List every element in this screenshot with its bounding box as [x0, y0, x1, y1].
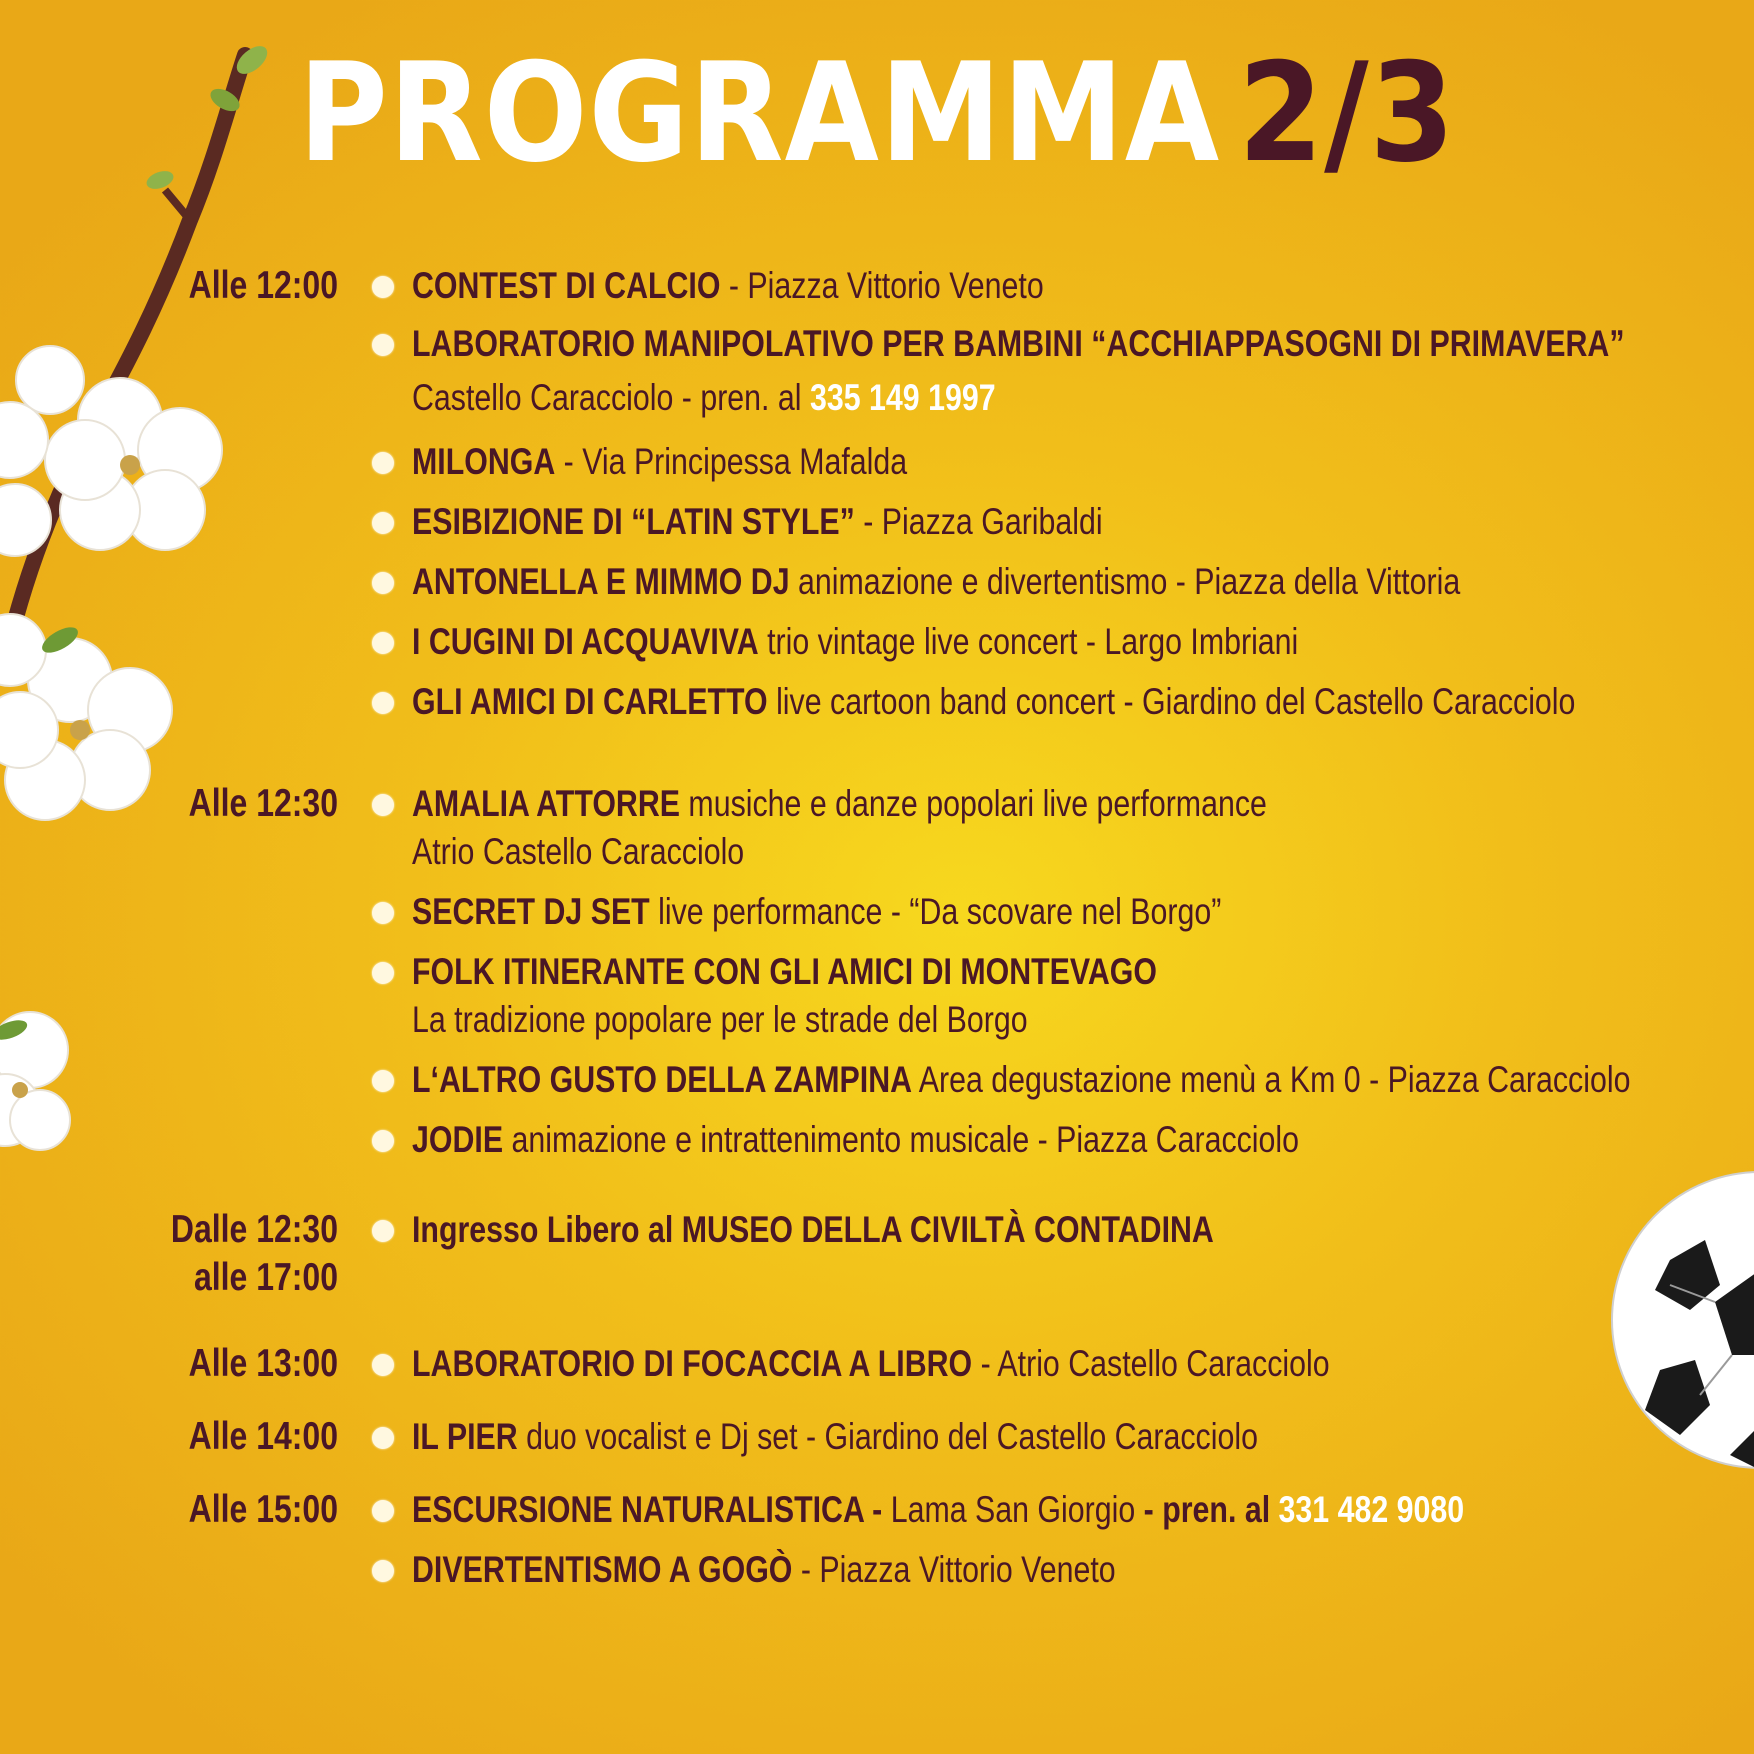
- time-label: Alle 14:00: [188, 1415, 338, 1458]
- time-label: Alle 12:30: [188, 782, 338, 825]
- bullet-icon: [372, 1130, 394, 1152]
- title-page-number: 2/3: [1238, 33, 1456, 193]
- bullet-icon: [372, 334, 394, 356]
- bullet-icon: [372, 1500, 394, 1522]
- bullet-icon: [372, 1354, 394, 1376]
- page-title: [0, 33, 1754, 193]
- time-label: Alle 15:00: [188, 1488, 338, 1531]
- bullet-icon: [372, 1220, 394, 1242]
- phone-number: 331 482 9080: [1278, 1489, 1465, 1530]
- bullet-icon: [372, 572, 394, 594]
- time-label: Dalle 12:30 alle 17:00: [170, 1208, 338, 1299]
- bullet-icon: [372, 692, 394, 714]
- blossom-branch-illustration: [0, 40, 310, 1240]
- bullet-icon: [372, 1427, 394, 1449]
- bullet-icon: [372, 1070, 394, 1092]
- bullet-icon: [372, 902, 394, 924]
- time-label: Alle 13:00: [188, 1342, 338, 1385]
- bullet-icon: [372, 1560, 394, 1582]
- bullet-icon: [372, 276, 394, 298]
- bullet-icon: [372, 632, 394, 654]
- bullet-icon: [372, 962, 394, 984]
- title-main: PROGRAMMA: [298, 33, 1221, 193]
- soccer-ball-illustration: [1610, 1170, 1754, 1470]
- phone-number: 335 149 1997: [809, 377, 996, 418]
- time-label: Alle 12:00: [188, 264, 338, 307]
- bullet-icon: [372, 794, 394, 816]
- bullet-icon: [372, 452, 394, 474]
- bullet-icon: [372, 512, 394, 534]
